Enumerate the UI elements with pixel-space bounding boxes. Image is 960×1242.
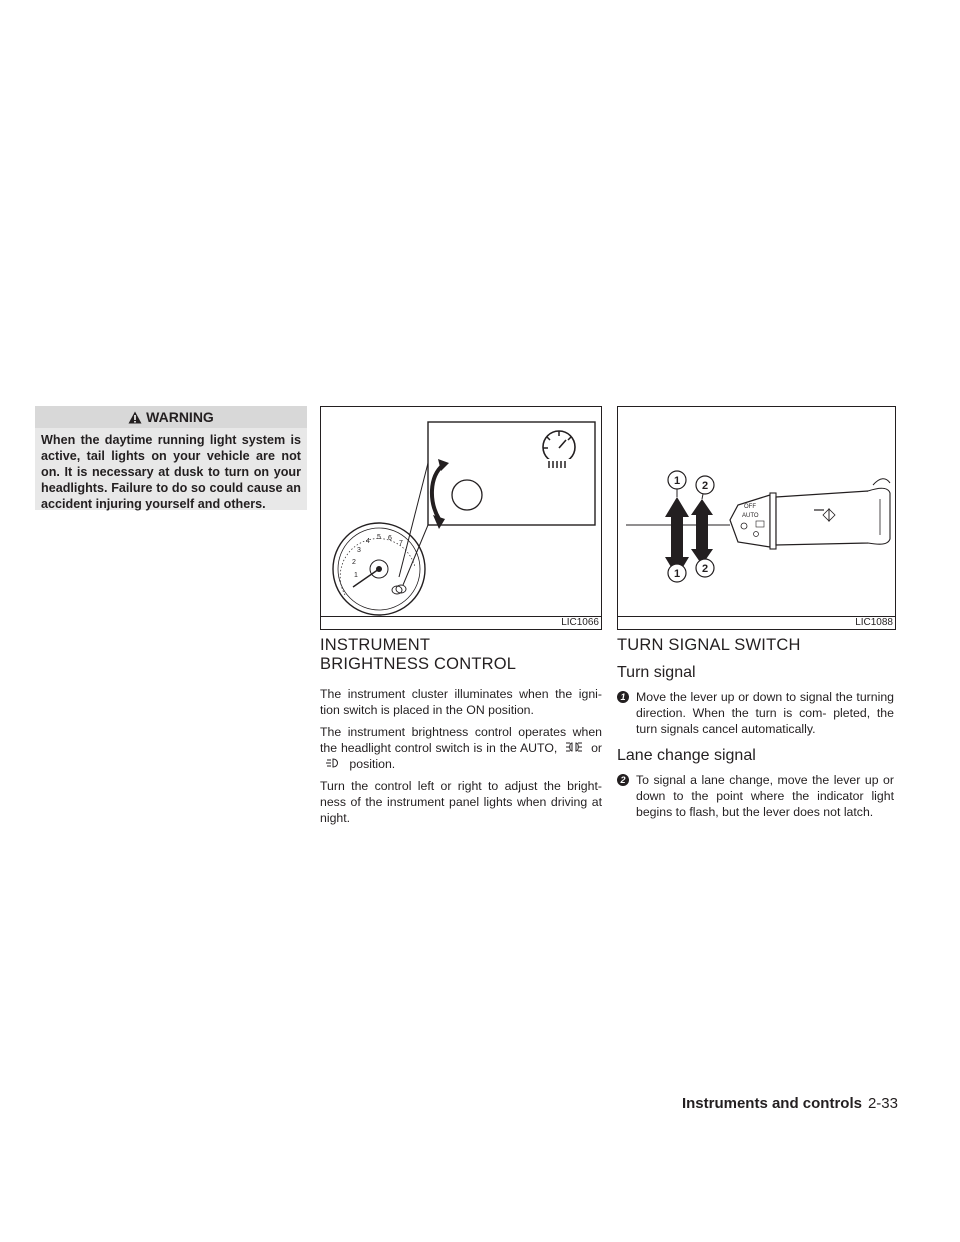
subheading: Turn signal xyxy=(617,664,696,681)
instrument-brightness-illustration xyxy=(321,407,601,629)
arrow-up-icon xyxy=(691,499,713,532)
figure-instrument-brightness xyxy=(320,406,602,630)
figure-id-label: LIC1088 xyxy=(855,617,893,628)
numbered-item xyxy=(617,689,894,737)
page-footer xyxy=(682,1095,898,1112)
gauge-number: 4 xyxy=(366,538,370,545)
callout-marker xyxy=(668,471,686,497)
page-number: 2-33 xyxy=(867,1095,898,1112)
numbered-item xyxy=(617,772,894,820)
turn-signal-section xyxy=(617,636,894,820)
figure-turn-signal-switch xyxy=(617,406,896,630)
paragraph-text: position. xyxy=(349,757,396,771)
lever-label-off: OFF xyxy=(744,504,756,510)
item-text: Move the lever up or down to signal the turning direction. When the turn is com- pleted, the turn signals cancel automatically. xyxy=(636,690,894,736)
headlight-icon xyxy=(320,756,346,772)
item-number-badge: 1 xyxy=(617,691,629,703)
warning-triangle-icon xyxy=(128,411,142,424)
footer-section-title: Instruments and controls xyxy=(681,1095,862,1112)
arrow-up-icon xyxy=(665,497,689,537)
brightness-knob-icon xyxy=(452,480,482,510)
paragraph: The instrument cluster illuminates when the igni- tion switch is placed in the ON position. xyxy=(320,687,602,717)
gauge-number: 3 xyxy=(357,547,361,554)
tachometer-gauge-icon xyxy=(333,523,425,615)
callout-marker xyxy=(696,476,714,499)
turn-signal-illustration xyxy=(618,407,895,629)
callout-number: 2 xyxy=(701,563,709,575)
figure-id-label: LIC1066 xyxy=(561,617,599,628)
gauge-number: 7 xyxy=(399,540,403,547)
callout-marker xyxy=(696,559,714,577)
item-number-badge: 2 xyxy=(617,774,629,786)
brightness-symbol-icon xyxy=(543,431,575,468)
callout-number: 2 xyxy=(701,480,709,492)
brightness-section xyxy=(320,636,602,826)
section-heading: TURN SIGNAL SWITCH xyxy=(617,636,801,654)
parking-light-icon xyxy=(561,740,587,756)
callout-marker xyxy=(668,564,686,582)
paragraph: Turn the control left or right to adjust the bright- ness of the instrument panel lights when driving at night. xyxy=(320,779,602,825)
section-heading: INSTRUMENT BRIGHTNESS CONTROL xyxy=(320,636,517,673)
paragraph-text: or xyxy=(591,741,603,755)
subheading: Lane change signal xyxy=(617,747,756,764)
item-text: To signal a lane change, move the lever up or down to the point where the indicator light begins to flash, but the lever does not latch. xyxy=(636,773,894,819)
callout-number: 1 xyxy=(673,475,681,487)
paragraph-text: The instrument brightness control operates when the headlight control switch is in the AUTO, xyxy=(320,725,602,755)
paragraph xyxy=(320,724,602,772)
gauge-number: 5 xyxy=(377,534,381,541)
warning-text: When the daytime running light system is active, tail lights on your vehicle are not on. It is necessary at dusk to turn on your headlights. Failure to do so could cause an accident injuring yourself and others. xyxy=(41,433,301,511)
warning-body xyxy=(35,428,307,510)
gauge-number: 2 xyxy=(352,559,356,566)
warning-header xyxy=(35,406,307,428)
lever-label-auto: AUTO xyxy=(742,513,759,519)
gauge-number: 1 xyxy=(354,572,358,579)
warning-title: WARNING xyxy=(146,409,214,425)
gauge-number: 6 xyxy=(388,535,392,542)
turn-signal-lever-icon xyxy=(730,479,890,549)
callout-number: 1 xyxy=(673,568,681,580)
